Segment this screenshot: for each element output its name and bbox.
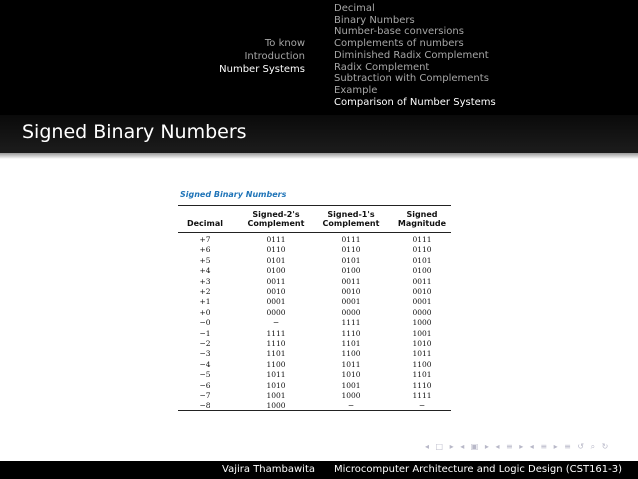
table-cell: 1001 — [341, 380, 361, 390]
table-row — [178, 318, 458, 328]
table-row — [178, 245, 458, 255]
subsection-link[interactable]: Comparison of Number Systems — [334, 96, 496, 108]
footer-course: Microcomputer Architecture and Logic Design (CST161-3) — [334, 464, 623, 475]
column-header-line: Signed — [406, 210, 438, 219]
table-row — [178, 308, 458, 318]
title-bar — [0, 115, 638, 153]
table-cell: 1011 — [341, 359, 361, 369]
table-cell: 0100 — [266, 266, 286, 276]
table-cell: 1110 — [412, 380, 432, 390]
table-cell: +6 — [199, 245, 211, 255]
table-cell: 1010 — [412, 339, 432, 348]
subsection-link[interactable]: Number-base conversions — [334, 26, 464, 38]
table-row — [178, 339, 458, 349]
subsection-link[interactable]: Radix Complement — [334, 61, 430, 73]
table-cell: − — [272, 318, 280, 328]
table-cell: 1011 — [412, 349, 432, 359]
table-cell: 1000 — [266, 401, 286, 411]
table-cell: +5 — [199, 255, 211, 265]
table-cell: 0101 — [341, 255, 361, 265]
column-header-line: Signed-1's — [327, 210, 375, 219]
table-row — [178, 360, 458, 370]
footer-bar — [0, 461, 638, 479]
table-header-row — [178, 210, 458, 232]
signed-binary-table-figure — [178, 190, 458, 410]
table-cell: 1010 — [341, 370, 361, 380]
column-header-line: Signed-2's — [252, 210, 300, 219]
slide-title: Signed Binary Numbers — [22, 121, 247, 143]
table-header-rule — [178, 232, 451, 233]
table-cell: 0001 — [412, 297, 432, 307]
table-row — [178, 391, 458, 401]
column-header-line: Magnitude — [397, 219, 447, 228]
column-header-line: Decimal — [186, 219, 224, 228]
table-cell: −4 — [199, 359, 211, 369]
table-row — [178, 266, 458, 276]
table-row — [178, 370, 458, 380]
table-cell: −3 — [199, 349, 211, 359]
column-header — [387, 210, 457, 228]
footer-author: Vajira Thambawita — [222, 464, 315, 475]
table-cell: +4 — [199, 266, 211, 276]
table-row — [178, 297, 458, 307]
table-top-rule — [178, 205, 451, 206]
table-cell: 0011 — [266, 276, 286, 286]
table-cell: 0001 — [266, 297, 286, 307]
header-bar — [0, 0, 638, 115]
table-cell: 1110 — [266, 339, 286, 348]
column-header — [241, 210, 311, 228]
column-header — [170, 219, 240, 228]
column-header — [316, 210, 386, 228]
table-cell: 0010 — [412, 287, 432, 296]
section-nav — [219, 37, 305, 76]
table-cell: 1001 — [266, 391, 286, 400]
table-cell: 0000 — [341, 307, 361, 317]
table-cell: 1100 — [266, 359, 286, 369]
table-row — [178, 329, 458, 339]
subsection-link[interactable]: Example — [334, 84, 378, 96]
table-row — [178, 381, 458, 391]
subsection-link[interactable]: Complements of numbers — [334, 38, 464, 50]
table-cell: 0110 — [341, 245, 361, 255]
beamer-navigation-symbols[interactable]: ◂ □ ▸ ◂ ▣ ▸ ◂ ≡ ▸ ◂ ≡ ▸ ≡ ↺ ⌕ ↻ — [425, 442, 611, 451]
table-cell: 0110 — [266, 245, 286, 255]
table-cell: 0000 — [266, 307, 286, 317]
table-cell: −1 — [199, 328, 211, 338]
table-cell: − — [347, 401, 355, 411]
subsection-nav — [334, 3, 496, 108]
table-cell: 0011 — [412, 276, 432, 286]
table-cell: 1001 — [412, 328, 432, 338]
table-cell: 0110 — [412, 245, 432, 255]
table-cell: 1101 — [412, 370, 432, 380]
table-cell: +7 — [199, 235, 211, 244]
table-row — [178, 349, 458, 359]
table-row — [178, 277, 458, 287]
table-cell: 1011 — [266, 370, 286, 380]
table-cell: −0 — [199, 318, 211, 328]
table-bottom-rule — [178, 410, 451, 411]
table-cell: 0000 — [412, 307, 432, 317]
table-cell: 0101 — [412, 255, 432, 265]
table-cell: − — [418, 401, 426, 411]
table-cell: −7 — [199, 391, 211, 400]
section-link[interactable]: To know — [264, 38, 305, 49]
table-cell: +2 — [199, 287, 211, 296]
subsection-link[interactable]: Binary Numbers — [334, 14, 415, 26]
table-cell: 1101 — [266, 349, 286, 359]
table-cell: 1110 — [341, 328, 361, 338]
table-cell: 1111 — [341, 318, 361, 328]
column-header-line: Complement — [322, 219, 380, 228]
table-cell: 0010 — [266, 287, 286, 296]
table-cell: 1010 — [266, 380, 286, 390]
table-row — [178, 256, 458, 266]
table-cell: 1111 — [266, 328, 286, 338]
table-cell: 0001 — [341, 297, 361, 307]
column-header-line: Complement — [247, 219, 305, 228]
subsection-link[interactable]: Subtraction with Complements — [334, 73, 489, 85]
table-cell: 0011 — [341, 276, 361, 286]
section-link[interactable]: Introduction — [244, 51, 305, 62]
table-cell: 0100 — [412, 266, 432, 276]
table-cell: −8 — [199, 401, 211, 411]
table-cell: +0 — [199, 307, 211, 317]
table-row — [178, 235, 458, 245]
table-cell: 1100 — [412, 359, 432, 369]
table-cell: −2 — [199, 339, 211, 348]
table-cell: 1111 — [412, 391, 432, 400]
table-cell: 1000 — [412, 318, 432, 328]
table-cell: 1000 — [341, 391, 361, 400]
section-link[interactable]: Number Systems — [219, 64, 305, 75]
table-cell: 1100 — [341, 349, 361, 359]
table-row — [178, 287, 458, 297]
table-cell: 0111 — [341, 235, 361, 244]
title-shadow — [0, 153, 638, 159]
table-cell: +1 — [199, 297, 211, 307]
table-cell: 0100 — [341, 266, 361, 276]
table-cell: −5 — [199, 370, 211, 380]
subsection-link[interactable]: Diminished Radix Complement — [334, 49, 489, 61]
table-cell: 0111 — [266, 235, 286, 244]
table-cell: 0111 — [412, 235, 432, 244]
table-cell: 0010 — [341, 287, 361, 296]
figure-caption: Signed Binary Numbers — [180, 190, 287, 199]
subsection-link[interactable]: Decimal — [334, 3, 375, 14]
table-cell: 0101 — [266, 255, 286, 265]
table-cell: 1101 — [341, 339, 361, 348]
table-cell: −6 — [199, 380, 211, 390]
table-cell: +3 — [199, 276, 211, 286]
